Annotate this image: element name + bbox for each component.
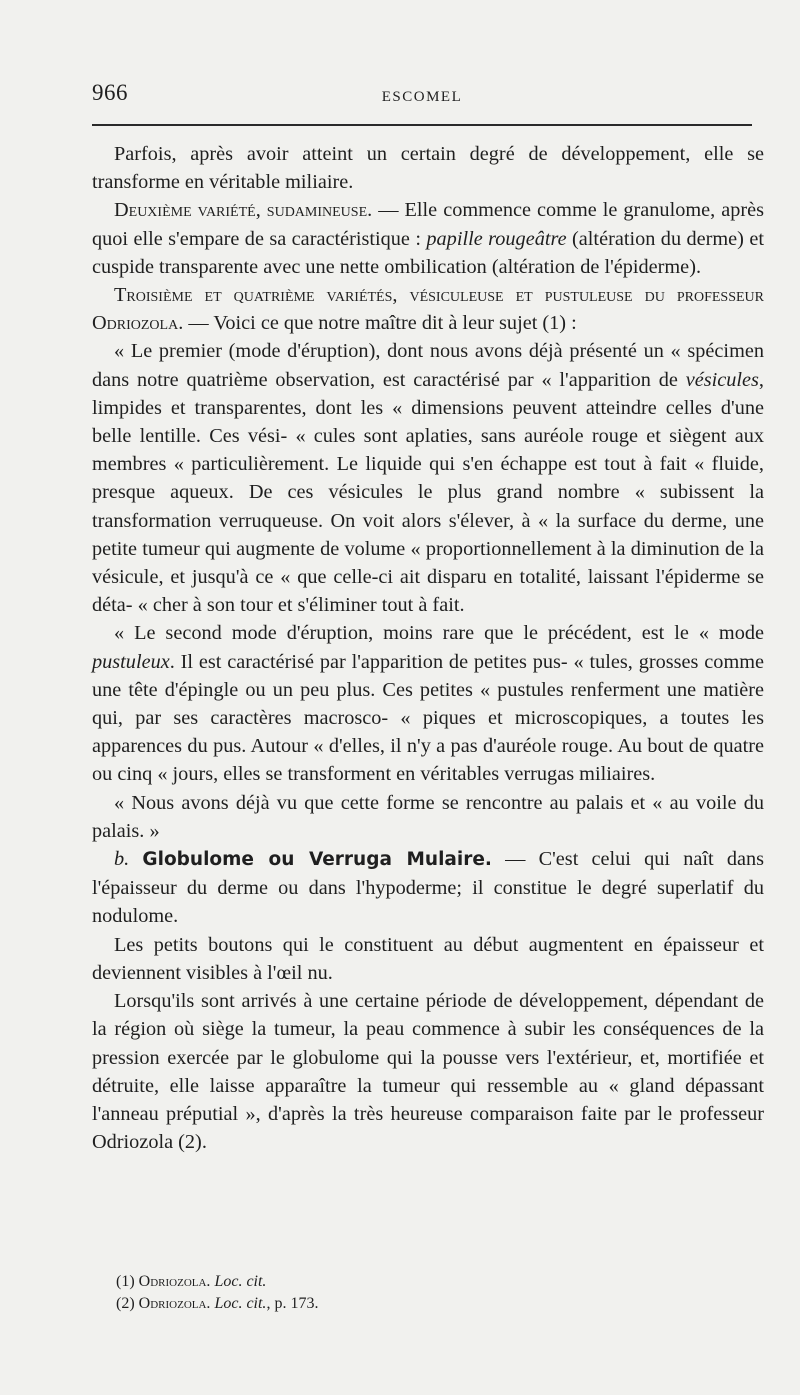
page-header <box>92 80 752 114</box>
section-label: b. <box>114 848 130 871</box>
paragraph-boutons: Les petits boutons qui le constituent au début augmentent en épaisseur et deviennent visibles à l'œil nu. <box>92 933 764 984</box>
footnote-2 <box>116 1293 756 1315</box>
running-title: ESCOMEL <box>381 89 463 105</box>
paragraph-text: — C'est celui qui naît dans l'épaisseur du derme ou dans l'hypoderme; il constitue le degré superlatif du nodulome. <box>92 848 764 928</box>
paragraph-miliaire: Parfois, après avoir atteint un certain degré de développement, elle se transforme en véritable miliaire. <box>92 143 764 194</box>
quote-text: , limpides et transparentes, dont les « dimensions peuvent atteindre celles d'une belle lentille. Ces vési- « cules sont aplaties, sans auréole rouge et siègent aux membres « particulièrement. Le liquide qui s'en échappe est tout à fait « fluide, presque aqueux. De ces vésicules le plus grand nombre « subissent la transformation verruqueuse. On voit alors s'élever, à « la surface du derme, une petite tumeur qui augmente de volume « proportionnellement à la diminution de la vésicule, et jusqu'à ce « que celle-ci ait disparu en totalité, laissant l'épiderme se déta- « cher à son tour et s'éliminer tout à fait. <box>92 368 764 617</box>
quote-text: . Il est caractérisé par l'apparition de petites pus- « tules, grosses comme une tête d'épingle ou un peu plus. Ces petites « pustules renferment une matière qui, par ses caractères macrosco- « piques et microscopiques, a toutes les apparences du pus. Autour « d'elles, il n'y a pas d'auréole rouge. Au bout de quatre ou cinq « jours, elles se transforment en véritables verrugas miliaires. <box>92 650 764 786</box>
quote-first-mode <box>92 337 764 619</box>
quote-second-mode <box>92 619 764 788</box>
paragraph-globulome <box>92 845 764 931</box>
footnote-number: (1) <box>116 1273 135 1290</box>
footnote-reference: Loc. cit. <box>214 1273 267 1290</box>
footnote-page: , p. 173. <box>266 1295 319 1312</box>
paragraph-vesiculeuse <box>92 281 764 337</box>
paragraph-developpement: Lorsqu'ils sont arrivés à une certaine période de développement, dépendant de la région où siège la tumeur, la peau commence à subir les conséquences de la pression exercée par le globulome qui la pousse vers l'extérieur, et, mortifiée et détruite, elle laisse apparaître la tumeur qui ressemble au « gland dépassant l'anneau préputial », d'après la très heureuse comparaison faite par le professeur Odriozola (2). <box>92 990 764 1154</box>
footnote-reference: Loc. cit. <box>214 1295 267 1312</box>
footnote-1 <box>116 1271 756 1293</box>
body-text <box>92 140 764 1156</box>
emphasis: pustuleux <box>92 650 170 673</box>
footnote-number: (2) <box>116 1295 135 1312</box>
paragraph-text: — Elle commence comme le granulome, après quoi elle s'empare de sa caractéristique : <box>92 199 765 250</box>
quote-text: « Le premier (mode d'éruption), dont nous avons déjà présenté un « spécimen dans notre quatrième observation, est caractérisé par « l'apparition de <box>92 340 764 391</box>
footnotes <box>116 1271 756 1315</box>
quote-text: « Le second mode d'éruption, moins rare que le précédent, est le « mode <box>114 622 764 645</box>
header-rule <box>92 124 752 126</box>
section-heading: Troisième et quatrième variétés, vésiculeuse et pustuleuse du professeur Odriozola. <box>92 284 764 335</box>
section-heading: Deuxième variété, sudamineuse. <box>114 199 373 222</box>
paragraph-sudamineuse <box>92 196 764 281</box>
footnote-author: Odriozola. <box>138 1295 211 1312</box>
emphasis: vésicules <box>685 368 759 391</box>
page-number: 966 <box>92 80 128 105</box>
section-heading: Globulome ou Verruga Mulaire. <box>142 849 492 871</box>
quote-palais: « Nous avons déjà vu que cette forme se rencontre au palais et « au voile du palais. » <box>92 791 764 842</box>
footnote-author: Odriozola. <box>138 1273 211 1290</box>
paragraph-text: (altération du derme) et cuspide transparente avec une nette ombilication (altération de l'épiderme). <box>92 227 764 278</box>
emphasis: papille rougeâtre <box>426 227 567 250</box>
paragraph-text: — Voici ce que notre maître dit à leur sujet (1) : <box>183 312 577 335</box>
